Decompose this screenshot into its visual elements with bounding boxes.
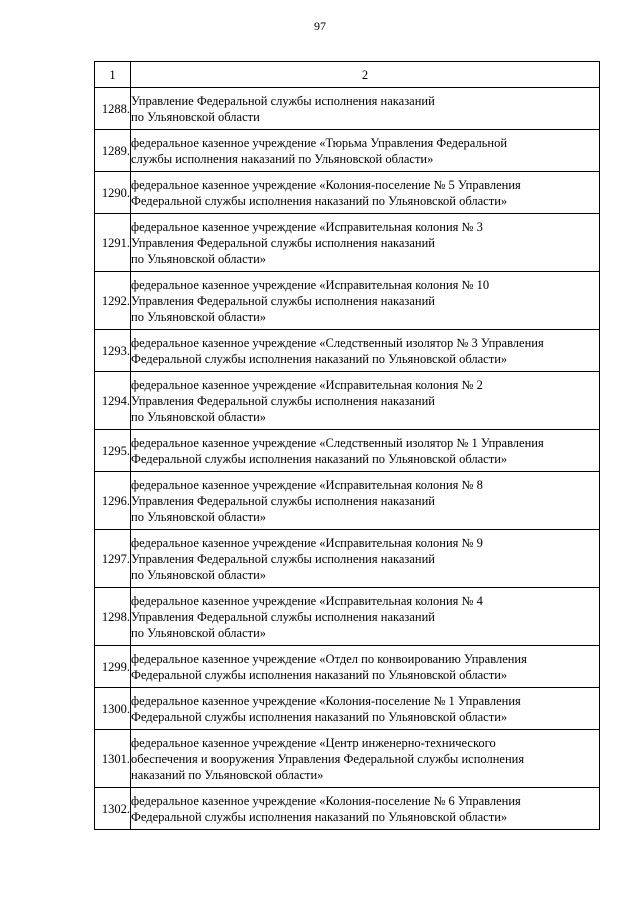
- row-number: 1299.: [95, 646, 131, 688]
- row-number: 1292.: [95, 272, 131, 330]
- institution-name: федеральное казенное учреждение «Колония-поселение № 5 Управления Федеральной службы исполнения наказаний по Ульяновской области»: [131, 172, 600, 214]
- page-number: 97: [314, 19, 326, 33]
- institution-name: федеральное казенное учреждение «Исправительная колония № 10 Управления Федеральной службы исполнения наказаний по Ульяновской области»: [131, 272, 600, 330]
- table-row: [95, 430, 600, 472]
- institution-name: федеральное казенное учреждение «Колония-поселение № 1 Управления Федеральной службы исполнения наказаний по Ульяновской области»: [131, 688, 600, 730]
- table-row: [95, 88, 600, 130]
- institution-name: федеральное казенное учреждение «Исправительная колония № 9 Управления Федеральной службы исполнения наказаний по Ульяновской области»: [131, 530, 600, 588]
- row-number: 1296.: [95, 472, 131, 530]
- institution-name: федеральное казенное учреждение «Тюрьма Управления Федеральной службы исполнения наказаний по Ульяновской области»: [131, 130, 600, 172]
- table-row: [95, 588, 600, 646]
- table-row: [95, 530, 600, 588]
- row-number: 1290.: [95, 172, 131, 214]
- table-row: [95, 130, 600, 172]
- row-number: 1298.: [95, 588, 131, 646]
- institutions-table: [94, 61, 600, 830]
- table-row: [95, 788, 600, 830]
- row-number: 1295.: [95, 430, 131, 472]
- row-number: 1294.: [95, 372, 131, 430]
- row-number: 1291.: [95, 214, 131, 272]
- institution-name: федеральное казенное учреждение «Исправительная колония № 2 Управления Федеральной службы исполнения наказаний по Ульяновской области»: [131, 372, 600, 430]
- row-number: 1302.: [95, 788, 131, 830]
- institution-name: федеральное казенное учреждение «Исправительная колония № 4 Управления Федеральной службы исполнения наказаний по Ульяновской области»: [131, 588, 600, 646]
- row-number: 1293.: [95, 330, 131, 372]
- table-row: [95, 272, 600, 330]
- table-row: [95, 646, 600, 688]
- row-number: 1288.: [95, 88, 131, 130]
- row-number: 1301.: [95, 730, 131, 788]
- header-col-number: 1: [95, 62, 131, 88]
- institution-name: федеральное казенное учреждение «Колония-поселение № 6 Управления Федеральной службы исполнения наказаний по Ульяновской области»: [131, 788, 600, 830]
- institution-name: Управление Федеральной службы исполнения наказаний по Ульяновской области: [131, 88, 600, 130]
- table-row: [95, 688, 600, 730]
- institution-name: федеральное казенное учреждение «Исправительная колония № 3 Управления Федеральной службы исполнения наказаний по Ульяновской области»: [131, 214, 600, 272]
- table-row: [95, 730, 600, 788]
- table-header-row: [95, 62, 600, 88]
- header-col-name: 2: [131, 62, 600, 88]
- institution-name: федеральное казенное учреждение «Следственный изолятор № 1 Управления Федеральной службы исполнения наказаний по Ульяновской области»: [131, 430, 600, 472]
- institution-name: федеральное казенное учреждение «Исправительная колония № 8 Управления Федеральной службы исполнения наказаний по Ульяновской области»: [131, 472, 600, 530]
- row-number: 1297.: [95, 530, 131, 588]
- institution-name: федеральное казенное учреждение «Следственный изолятор № 3 Управления Федеральной службы исполнения наказаний по Ульяновской области»: [131, 330, 600, 372]
- table-row: [95, 472, 600, 530]
- table-row: [95, 214, 600, 272]
- row-number: 1300.: [95, 688, 131, 730]
- institution-name: федеральное казенное учреждение «Центр инженерно-технического обеспечения и вооружения Управления Федеральной службы исполнения наказаний по Ульяновской области»: [131, 730, 600, 788]
- row-number: 1289.: [95, 130, 131, 172]
- table-row: [95, 330, 600, 372]
- table-row: [95, 172, 600, 214]
- institution-name: федеральное казенное учреждение «Отдел по конвоированию Управления Федеральной службы исполнения наказаний по Ульяновской области»: [131, 646, 600, 688]
- table-row: [95, 372, 600, 430]
